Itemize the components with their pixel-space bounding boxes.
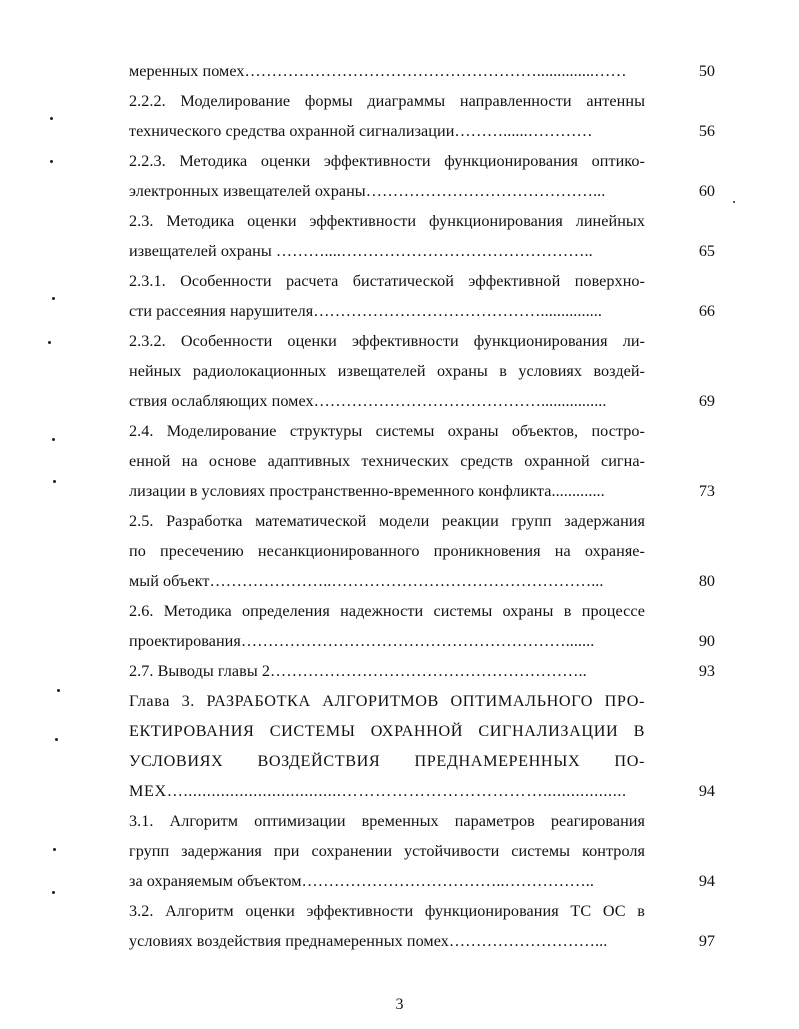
toc-entry xyxy=(129,326,715,416)
toc-entry-line: 2.3. Методика оценки эффективности функционирования линейных xyxy=(129,212,645,230)
toc-entry xyxy=(129,206,715,266)
toc-entry-line: по пресечению несанкционированного проникновения на охраняе- xyxy=(129,542,645,560)
toc-entry-line: меренных помех………………………………………………..............…… xyxy=(129,62,627,80)
toc-entry-line: ствия ослабляющих помех……………………………………................ xyxy=(129,392,607,410)
toc-entry-line: 2.2.2. Моделирование формы диаграммы направленности антенны xyxy=(129,92,645,110)
toc-page-number: 60 xyxy=(698,182,715,200)
toc-page-number: 50 xyxy=(698,62,715,80)
scan-speck xyxy=(52,438,55,441)
toc-page-number: 90 xyxy=(698,632,715,650)
toc-entry xyxy=(129,596,715,656)
toc-page-number: 66 xyxy=(698,302,715,320)
scan-speck xyxy=(55,738,58,741)
toc-entry-line: за охраняемым объектом………………………………..…………….. xyxy=(129,872,594,890)
toc-entry-line: МЕХ…..................................……………………………….................. xyxy=(129,782,627,800)
toc-entry-line: групп задержания при сохранении устойчивости системы контроля xyxy=(129,842,645,860)
toc-page-number: 69 xyxy=(698,392,715,410)
toc-page-number: 94 xyxy=(698,782,715,800)
toc-entry-line: енной на основе адаптивных технических средств охранной сигна- xyxy=(129,452,645,470)
scan-speck xyxy=(53,848,56,851)
toc-page-number: 56 xyxy=(698,122,715,140)
toc-entry xyxy=(129,416,715,506)
toc-entry-line: 3.1. Алгоритм оптимизации временных параметров реагирования xyxy=(129,812,645,830)
scan-speck xyxy=(52,297,55,300)
toc-entry xyxy=(129,56,715,86)
toc-entry-line: сти рассеяния нарушителя……………………………………............... xyxy=(129,302,602,320)
toc-entry-line: мый объект…………………..…………………………………………... xyxy=(129,572,604,590)
toc-entry xyxy=(129,146,715,206)
toc-entry-line: 2.3.2. Особенности оценки эффективности функционирования ли- xyxy=(129,332,645,350)
toc-entry-line: ЕКТИРОВАНИЯ СИСТЕМЫ ОХРАННОЙ СИГНАЛИЗАЦИИ В xyxy=(129,722,645,740)
toc-page-number: 93 xyxy=(698,662,715,680)
scan-speck xyxy=(50,117,53,120)
toc-entry-line: 2.3.1. Особенности расчета бистатической эффективной поверхно- xyxy=(129,272,645,290)
toc-entry-line: условиях воздействия преднамеренных помех………………………... xyxy=(129,932,608,950)
toc-entry xyxy=(129,896,715,956)
toc-entry xyxy=(129,656,715,686)
toc-entry xyxy=(129,806,715,896)
toc-entry-line: 2.6. Методика определения надежности системы охраны в процессе xyxy=(129,602,645,620)
toc-entry-line: 3.2. Алгоритм оценки эффективности функционирования ТС ОС в xyxy=(129,902,645,920)
scan-speck xyxy=(48,341,51,344)
toc-entry-line: 2.2.3. Методика оценки эффективности функционирования оптико- xyxy=(129,152,645,170)
scan-speck xyxy=(52,891,55,894)
toc-entry-line: УСЛОВИЯХ ВОЗДЕЙСТВИЯ ПРЕДНАМЕРЕННЫХ ПО- xyxy=(129,752,645,770)
toc-entry-line: электронных извещателей охраны……………………………………... xyxy=(129,182,606,200)
scan-speck xyxy=(733,201,735,203)
toc-page-number: 94 xyxy=(698,872,715,890)
scan-speck xyxy=(50,160,53,163)
toc-entry-line: Глава 3. РАЗРАБОТКА АЛГОРИТМОВ ОПТИМАЛЬНОГО ПРО- xyxy=(129,692,645,710)
scan-speck xyxy=(57,689,60,692)
toc-entry-line: 2.4. Моделирование структуры системы охраны объектов, постро- xyxy=(129,422,645,440)
toc-entry xyxy=(129,86,715,146)
toc-entry xyxy=(129,266,715,326)
toc-page-number: 97 xyxy=(698,932,715,950)
toc-page-number: 65 xyxy=(698,242,715,260)
page-number: 3 xyxy=(395,996,404,1013)
toc-entry-line: извещателей охраны ………....……………………………………….. xyxy=(129,242,593,260)
scan-speck xyxy=(53,480,56,483)
toc-entry-line: нейных радиолокационных извещателей охраны в условиях воздей- xyxy=(129,362,645,380)
toc-page-number: 73 xyxy=(698,482,715,500)
table-of-contents xyxy=(129,56,715,956)
toc-entry-line: 2.5. Разработка математической модели реакции групп задержания xyxy=(129,512,645,530)
toc-entry xyxy=(129,506,715,596)
toc-chapter-entry xyxy=(129,686,715,806)
toc-entry-line: технического средства охранной сигнализации………......………… xyxy=(129,122,593,140)
toc-page-number: 80 xyxy=(698,572,715,590)
toc-entry-line: проектирования……………………………………………………....... xyxy=(129,632,595,650)
toc-entry-line: 2.7. Выводы главы 2………………………………………………….. xyxy=(129,662,587,680)
toc-entry-line: лизации в условиях пространственно-временного конфликта............. xyxy=(129,482,605,500)
